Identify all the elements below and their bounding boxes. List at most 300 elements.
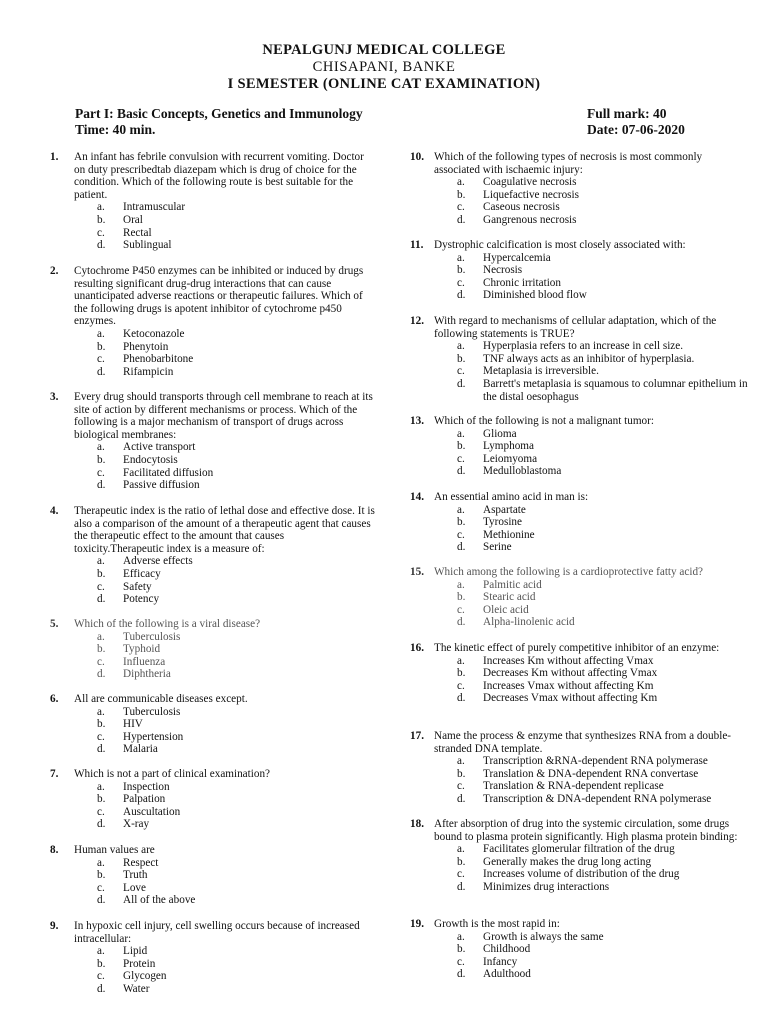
question-stem	[50, 920, 375, 945]
option-text: Safety	[123, 580, 152, 593]
option-letter: a.	[457, 503, 465, 516]
option-text: Rifampicin	[123, 365, 174, 378]
option-letter: b.	[97, 340, 106, 353]
answer-option	[457, 655, 748, 668]
answer-option	[457, 843, 748, 856]
answer-option	[97, 706, 375, 719]
answer-option	[457, 780, 748, 793]
option-letter: a.	[97, 630, 105, 643]
option-text: Translation & RNA-dependent replicase	[483, 780, 664, 793]
full-mark: Full mark: 40	[587, 106, 667, 121]
option-letter: c.	[457, 780, 465, 793]
option-text: Aspartate	[483, 503, 526, 516]
option-letter: d.	[457, 792, 466, 805]
option-letter: c.	[97, 226, 105, 239]
option-letter: d.	[457, 289, 466, 302]
option-letter: c.	[457, 452, 465, 465]
option-text: Diphtheria	[123, 668, 171, 681]
question-number: 11.	[410, 239, 424, 251]
answer-option	[97, 631, 375, 644]
option-text: Hypertension	[123, 730, 184, 743]
option-text: Lipid	[123, 945, 148, 958]
option-text: All of the above	[123, 894, 196, 907]
option-letter: d.	[97, 593, 106, 606]
option-letter: b.	[457, 188, 466, 201]
option-letter: a.	[457, 755, 465, 768]
option-list	[457, 755, 748, 805]
answer-option	[457, 277, 748, 290]
question-stem	[410, 818, 748, 843]
answer-option	[457, 968, 748, 981]
question-number: 13.	[410, 415, 424, 427]
option-letter: a.	[457, 843, 465, 856]
option-text: Hypercalcemia	[483, 251, 551, 264]
question	[410, 818, 748, 894]
question-text: Dystrophic calcification is most closely associated with:	[434, 239, 686, 251]
option-text: Minimizes drug interactions	[483, 880, 610, 893]
question	[50, 265, 375, 378]
answer-option	[457, 504, 748, 517]
option-text: Intramuscular	[123, 201, 186, 214]
option-letter: d.	[97, 239, 106, 252]
exam-title: I SEMESTER (ONLINE CAT EXAMINATION)	[227, 76, 541, 92]
question-text: Which among the following is a cardioprotective fatty acid?	[434, 566, 704, 578]
answer-option	[457, 289, 748, 302]
option-letter: a.	[457, 251, 465, 264]
option-letter: d.	[457, 377, 466, 390]
option-letter: b.	[97, 453, 106, 466]
question-stem	[410, 642, 748, 655]
option-text: Influenza	[123, 655, 166, 668]
question	[410, 239, 748, 302]
option-text: Necrosis	[483, 264, 523, 277]
option-letter: b.	[97, 957, 106, 970]
answer-option	[97, 454, 375, 467]
option-text: Gangrenous necrosis	[483, 213, 577, 226]
answer-option	[97, 958, 375, 971]
option-letter: c.	[457, 955, 465, 968]
option-list	[457, 655, 748, 705]
option-text: Palmitic acid	[483, 578, 542, 591]
question-number: 15.	[410, 566, 424, 578]
option-letter: c.	[97, 970, 105, 983]
option-list	[97, 441, 375, 491]
option-text: Caseous necrosis	[483, 201, 560, 214]
question-stem	[50, 151, 375, 201]
answer-option	[97, 441, 375, 454]
question-text: Human values are	[74, 844, 155, 856]
option-letter: b.	[457, 767, 466, 780]
answer-option	[457, 793, 748, 806]
option-text: Sublingual	[123, 239, 172, 252]
option-text: Decreases Km without affecting Vmax	[483, 667, 658, 680]
option-list	[97, 201, 375, 251]
answer-option	[97, 328, 375, 341]
option-letter: b.	[97, 213, 106, 226]
question-text: Therapeutic index is the ratio of lethal dose and effective dose. It is also a comparison of the amount of a therapeutic agent that causes the therapeutic effect to the amount that causes toxicity.Therapeutic index is a measure of:	[74, 505, 375, 555]
option-letter: a.	[97, 945, 105, 958]
question-number: 17.	[410, 730, 424, 742]
option-text: Medulloblastoma	[483, 465, 562, 478]
option-letter: d.	[457, 692, 466, 705]
question-text: All are communicable diseases except.	[74, 693, 248, 705]
question-number: 5.	[50, 618, 59, 630]
answer-option	[457, 680, 748, 693]
question	[50, 920, 375, 996]
answer-option	[97, 857, 375, 870]
question-text: Which of the following types of necrosis is most commonly associated with ischaemic injury:	[434, 151, 703, 176]
question-stem	[410, 918, 748, 931]
exam-date: Date: 07-06-2020	[587, 122, 685, 137]
question-number: 18.	[410, 818, 424, 830]
answer-option	[97, 593, 375, 606]
question-text: After absorption of drug into the systemic circulation, some drugs bound to plasma protein significantly. High plasma protein binding:	[434, 818, 738, 843]
option-letter: b.	[457, 516, 466, 529]
option-list	[457, 579, 748, 629]
option-letter: a.	[97, 780, 105, 793]
answer-option	[457, 692, 748, 705]
answer-option	[97, 731, 375, 744]
option-text: Tuberculosis	[123, 630, 181, 643]
option-letter: b.	[457, 667, 466, 680]
option-letter: c.	[97, 580, 105, 593]
option-letter: c.	[457, 365, 465, 378]
option-text: Liquefactive necrosis	[483, 188, 579, 201]
option-letter: c.	[457, 679, 465, 692]
option-text: Palpation	[123, 793, 166, 806]
answer-option	[457, 465, 748, 478]
option-letter: c.	[457, 868, 465, 881]
option-list	[97, 945, 375, 995]
option-text: Generally makes the drug long acting	[483, 855, 652, 868]
question	[50, 768, 375, 831]
answer-option	[97, 743, 375, 756]
answer-option	[457, 943, 748, 956]
answer-option	[97, 201, 375, 214]
answer-option	[457, 189, 748, 202]
option-text: Coagulative necrosis	[483, 176, 577, 189]
answer-option	[97, 718, 375, 731]
option-list	[457, 931, 748, 981]
answer-option	[457, 201, 748, 214]
question-stem	[410, 566, 748, 579]
answer-option	[97, 882, 375, 895]
question-text: Cytochrome P450 enzymes can be inhibited or induced by drugs resulting significant drug-drug interactions that can cause unanticipated adverse reactions or therapeutic failures. Which of the following drugs is apotent inhibitor of cytochrome p450 enzymes.	[74, 265, 364, 328]
question-text: Name the process & enzyme that synthesizes RNA from a double-stranded DNA template.	[434, 730, 732, 755]
option-list	[457, 504, 748, 554]
option-text: Increases Km without affecting Vmax	[483, 654, 654, 667]
option-text: Methionine	[483, 528, 535, 541]
option-list	[97, 328, 375, 378]
option-letter: a.	[97, 856, 105, 869]
question-number: 8.	[50, 844, 59, 856]
question-number: 9.	[50, 920, 59, 932]
option-text: Phenobarbitone	[123, 353, 194, 366]
option-text: Chronic irritation	[483, 276, 561, 289]
option-list	[97, 555, 375, 605]
answer-option	[97, 983, 375, 996]
option-letter: a.	[457, 340, 465, 353]
exam-header	[0, 42, 768, 93]
answer-option	[457, 252, 748, 265]
question-number: 12.	[410, 315, 424, 327]
question	[410, 730, 748, 806]
question-number: 10.	[410, 151, 424, 163]
option-text: Decreases Vmax without affecting Km	[483, 692, 658, 705]
option-text: Childhood	[483, 943, 531, 956]
part-title: Part I: Basic Concepts, Genetics and Immunology	[75, 106, 363, 121]
answer-option	[457, 881, 748, 894]
question-stem	[410, 151, 748, 176]
option-text: Active transport	[123, 441, 196, 454]
question-stem	[410, 491, 748, 504]
option-letter: c.	[457, 201, 465, 214]
question-number: 3.	[50, 391, 59, 403]
answer-option	[457, 616, 748, 629]
option-letter: b.	[97, 869, 106, 882]
question	[410, 918, 748, 981]
option-list	[97, 857, 375, 907]
option-letter: d.	[97, 479, 106, 492]
exam-time: Time: 40 min.	[75, 122, 156, 137]
answer-option	[457, 365, 748, 378]
option-text: HIV	[123, 718, 143, 731]
option-letter: d.	[97, 982, 106, 995]
question-text: In hypoxic cell injury, cell swelling occurs because of increased intracellular:	[74, 920, 360, 945]
answer-option	[457, 604, 748, 617]
answer-option	[457, 591, 748, 604]
answer-option	[457, 428, 748, 441]
question	[50, 844, 375, 907]
question-text: Growth is the most rapid in:	[434, 918, 560, 930]
option-text: Auscultation	[123, 805, 181, 818]
option-letter: b.	[457, 855, 466, 868]
option-letter: c.	[97, 353, 105, 366]
option-letter: c.	[97, 730, 105, 743]
question-stem	[50, 391, 375, 441]
option-text: Translation & DNA-dependent RNA convertase	[483, 767, 699, 780]
option-letter: c.	[97, 881, 105, 894]
option-list	[97, 781, 375, 831]
option-text: Love	[123, 881, 146, 894]
option-text: Barrett's metaplasia is squamous to columnar epithelium in the distal oesophagus	[483, 377, 748, 403]
question	[410, 315, 748, 403]
option-list	[457, 252, 748, 302]
option-letter: b.	[457, 943, 466, 956]
option-letter: a.	[457, 427, 465, 440]
option-letter: d.	[457, 465, 466, 478]
option-list	[457, 176, 748, 226]
question-text: An essential amino acid in man is:	[434, 491, 589, 503]
answer-option	[97, 970, 375, 983]
option-text: Leiomyoma	[483, 452, 538, 465]
option-letter: c.	[97, 655, 105, 668]
option-letter: c.	[457, 603, 465, 616]
option-letter: d.	[457, 880, 466, 893]
college-name: NEPALGUNJ MEDICAL COLLEGE	[262, 42, 506, 58]
option-text: Lymphoma	[483, 440, 534, 453]
option-letter: c.	[457, 528, 465, 541]
option-text: TNF always acts as an inhibitor of hyperplasia.	[483, 352, 695, 365]
option-text: Potency	[123, 593, 160, 606]
option-letter: a.	[457, 578, 465, 591]
option-text: Malaria	[123, 743, 158, 756]
option-text: Facilitated diffusion	[123, 466, 214, 479]
option-text: Hyperplasia refers to an increase in cell size.	[483, 340, 684, 353]
question-stem	[50, 768, 375, 781]
question-number: 4.	[50, 505, 59, 517]
option-list	[97, 631, 375, 681]
option-list	[457, 843, 748, 893]
option-text: Facilitates glomerular filtration of the drug	[483, 843, 675, 856]
option-letter: b.	[457, 352, 466, 365]
answer-option	[97, 366, 375, 379]
answer-option	[457, 516, 748, 529]
answer-option	[97, 945, 375, 958]
answer-option	[457, 214, 748, 227]
question	[50, 391, 375, 492]
option-letter: b.	[457, 591, 466, 604]
option-text: Respect	[123, 856, 159, 869]
option-text: Transcription & DNA-dependent RNA polymerase	[483, 792, 712, 805]
question	[410, 491, 748, 554]
question-stem	[50, 618, 375, 631]
answer-option	[97, 555, 375, 568]
answer-option	[97, 479, 375, 492]
answer-option	[457, 541, 748, 554]
answer-option	[97, 793, 375, 806]
option-text: Oral	[123, 213, 143, 226]
option-text: Ketoconazole	[123, 327, 185, 340]
question	[50, 618, 375, 681]
answer-option	[97, 467, 375, 480]
option-letter: b.	[97, 718, 106, 731]
answer-option	[97, 239, 375, 252]
answer-option	[457, 856, 748, 869]
question-number: 19.	[410, 918, 424, 930]
option-list	[457, 428, 748, 478]
option-letter: d.	[97, 743, 106, 756]
option-text: Water	[123, 982, 150, 995]
option-text: Infancy	[483, 955, 518, 968]
question-number: 6.	[50, 693, 59, 705]
option-letter: a.	[457, 930, 465, 943]
college-location: CHISAPANI, BANKE	[312, 59, 456, 75]
answer-option	[97, 353, 375, 366]
question	[50, 505, 375, 606]
answer-option	[97, 668, 375, 681]
option-letter: d.	[97, 365, 106, 378]
question-stem	[50, 693, 375, 706]
option-letter: d.	[457, 541, 466, 554]
option-letter: d.	[457, 213, 466, 226]
answer-option	[457, 667, 748, 680]
option-letter: c.	[97, 805, 105, 818]
option-list	[97, 706, 375, 756]
answer-option	[97, 806, 375, 819]
question-text: Which is not a part of clinical examination?	[74, 768, 271, 780]
answer-option	[457, 868, 748, 881]
option-text: Tyrosine	[483, 516, 522, 529]
answer-option	[97, 227, 375, 240]
option-text: Growth is always the same	[483, 930, 604, 943]
answer-option	[97, 581, 375, 594]
question-stem	[50, 265, 375, 328]
option-letter: c.	[97, 466, 105, 479]
question-stem	[50, 505, 375, 555]
question	[50, 151, 375, 252]
question-text: With regard to mechanisms of cellular adaptation, which of the following statements is TRUE?	[434, 315, 717, 340]
option-letter: d.	[97, 818, 106, 831]
answer-option	[457, 768, 748, 781]
option-text: Glycogen	[123, 970, 167, 983]
option-text: Adulthood	[483, 968, 531, 981]
answer-option	[97, 341, 375, 354]
question-stem	[410, 730, 748, 755]
option-text: Rectal	[123, 226, 152, 239]
answer-option	[97, 643, 375, 656]
option-letter: d.	[457, 616, 466, 629]
answer-option	[97, 894, 375, 907]
option-text: Transcription &RNA-dependent RNA polymerase	[483, 755, 708, 768]
question	[410, 151, 748, 227]
option-letter: a.	[97, 201, 105, 214]
option-text: Passive diffusion	[123, 479, 200, 492]
option-text: X-ray	[123, 818, 150, 831]
option-letter: a.	[97, 441, 105, 454]
answer-option	[457, 755, 748, 768]
option-letter: b.	[97, 567, 106, 580]
option-letter: d.	[457, 968, 466, 981]
answer-option	[97, 818, 375, 831]
option-text: Efficacy	[123, 567, 161, 580]
question-number: 1.	[50, 151, 59, 163]
question-text: Which of the following is not a malignant tumor:	[434, 415, 654, 427]
answer-option	[97, 656, 375, 669]
answer-option	[97, 568, 375, 581]
option-letter: b.	[457, 264, 466, 277]
answer-option	[457, 931, 748, 944]
option-letter: a.	[97, 705, 105, 718]
question	[410, 642, 748, 705]
option-letter: b.	[457, 440, 466, 453]
question-number: 2.	[50, 265, 59, 277]
answer-option	[457, 529, 748, 542]
answer-option	[97, 781, 375, 794]
option-letter: b.	[97, 643, 106, 656]
exam-meta-right	[587, 106, 685, 138]
question-text: The kinetic effect of purely competitive inhibitor of an enzyme:	[434, 642, 720, 654]
option-letter: d.	[97, 668, 106, 681]
option-text: Inspection	[123, 780, 170, 793]
option-text: Protein	[123, 957, 156, 970]
option-text: Adverse effects	[123, 555, 193, 568]
answer-option	[457, 264, 748, 277]
option-letter: a.	[457, 654, 465, 667]
question-stem	[50, 844, 375, 857]
question-number: 16.	[410, 642, 424, 654]
answer-option	[457, 176, 748, 189]
option-letter: a.	[457, 176, 465, 189]
option-list	[457, 340, 748, 403]
option-text: Diminished blood flow	[483, 289, 587, 302]
answer-option	[457, 956, 748, 969]
option-text: Increases Vmax without affecting Km	[483, 679, 654, 692]
option-letter: a.	[97, 555, 105, 568]
option-text: Phenytoin	[123, 340, 169, 353]
question-stem	[410, 315, 748, 340]
option-letter: d.	[97, 894, 106, 907]
